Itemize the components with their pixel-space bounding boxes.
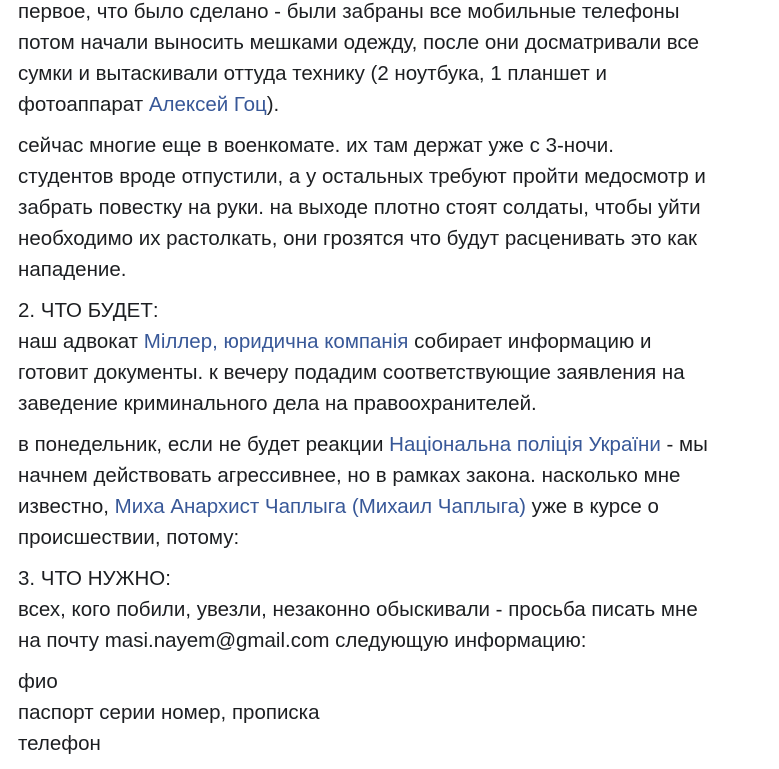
text-line: сумки и вытаскивали оттуда технику (2 ноутбука, 1 планшет и bbox=[18, 62, 607, 85]
post-body bbox=[18, 0, 773, 769]
text-segment: в понедельник, если не будет реакции bbox=[18, 433, 390, 456]
text-line bbox=[18, 326, 773, 357]
list-item: фио bbox=[18, 670, 58, 693]
text-line: происшествии, потому: bbox=[18, 526, 240, 549]
text-line: начнем действовать агрессивнее, но в рамках закона. насколько мне bbox=[18, 464, 681, 487]
text-line: всех, кого побили, увезли, незаконно обыскивали - просьба писать мне bbox=[18, 598, 698, 621]
text-segment: уже в курсе о bbox=[525, 495, 659, 518]
text-line bbox=[18, 491, 773, 522]
text-segment: собирает информацию и bbox=[408, 330, 652, 353]
paragraph-required-info bbox=[18, 666, 773, 759]
text-segment: - мы bbox=[660, 433, 708, 456]
page-link-miller-law-firm[interactable]: Міллер, юридична компанія bbox=[143, 330, 409, 353]
paragraph-what-needed bbox=[18, 563, 773, 656]
paragraph-what-will-be bbox=[18, 295, 773, 419]
paragraph-military-office bbox=[18, 130, 773, 285]
text-line: студентов вроде отпустили, а у остальных требуют пройти медосмотр и bbox=[18, 165, 706, 188]
list-item: паспорт серии номер, прописка bbox=[18, 701, 320, 724]
text-line: заведение криминального дела на правоохранителей. bbox=[18, 392, 537, 415]
page-link-national-police[interactable]: Національна поліція України bbox=[389, 433, 661, 456]
text-segment: известно, bbox=[18, 495, 115, 518]
text-segment: ). bbox=[266, 93, 280, 116]
paragraph-monday bbox=[18, 429, 773, 553]
text-line: готовит документы. к вечеру подадим соответствующие заявления на bbox=[18, 361, 685, 384]
profile-link-mikha-chaplyga[interactable]: Миха Анархист Чаплыга (Михаил Чаплыга) bbox=[114, 495, 526, 518]
text-line: нападение. bbox=[18, 258, 127, 281]
text-line: на почту masi.nayem@gmail.com следующую информацию: bbox=[18, 629, 587, 652]
text-line: забрать повестку на руки. на выходе плотно стоят солдаты, чтобы уйти bbox=[18, 196, 701, 219]
text-line: необходимо их растолкать, они грозятся что будут расценивать это как bbox=[18, 227, 697, 250]
text-line: первое, что было сделано - были забраны все мобильные телефоны bbox=[18, 0, 680, 23]
paragraph-seizure bbox=[18, 0, 773, 120]
text-line: потом начали выносить мешками одежду, после они досматривали все bbox=[18, 31, 700, 54]
text-segment: фотоаппарат bbox=[18, 93, 149, 116]
list-item: телефон bbox=[18, 732, 101, 755]
section-heading: 3. ЧТО НУЖНО: bbox=[18, 567, 171, 590]
text-line bbox=[18, 429, 773, 460]
profile-link-aleksey-gots[interactable]: Алексей Гоц bbox=[148, 93, 267, 116]
text-line bbox=[18, 89, 773, 120]
text-segment: наш адвокат bbox=[18, 330, 144, 353]
text-line: сейчас многие еще в военкомате. их там держат уже с 3-ночи. bbox=[18, 134, 614, 157]
section-heading: 2. ЧТО БУДЕТ: bbox=[18, 299, 159, 322]
